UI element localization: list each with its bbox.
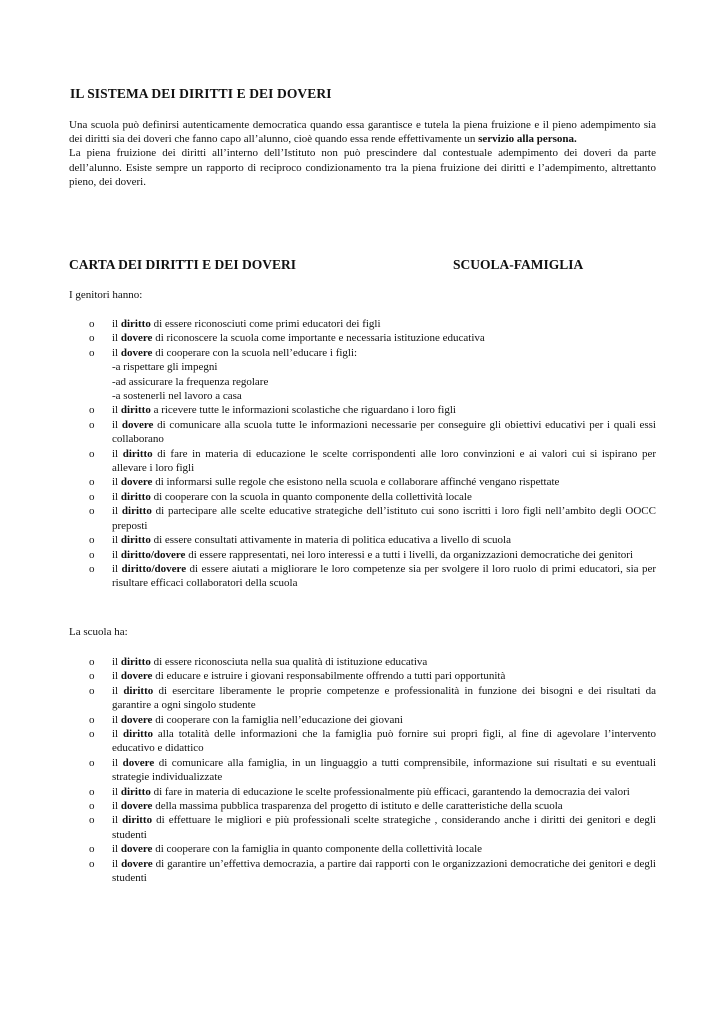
scuola-lead: La scuola ha: [69, 626, 128, 638]
bullet-icon: o [89, 447, 95, 460]
bullet-icon: o [89, 684, 95, 697]
bullet-icon: o [89, 476, 95, 489]
genitori-lead: I genitori hanno: [69, 289, 143, 301]
list-item: o il diritto/dovere di essere rappresentati, nei loro interessi e a tutti i livelli, da organizzazioni democratiche dei genitori [89, 548, 634, 561]
list-item: o il diritto a ricevere tutte le informazioni scolastiche che riguardano i loro figli [89, 404, 456, 417]
bullet-icon: o [89, 814, 95, 827]
list-item: o il diritto di fare in materia di educazione le scelte professionalmente più efficaci, garantendo la democrazia dei valori [89, 785, 630, 798]
scuola-list [69, 655, 656, 886]
page-title: IL SISTEMA DEI DIRITTI E DEI DOVERI [70, 86, 332, 101]
list-item: o il dovere di educare e istruire i giovani responsabilmente offrendo a tutti pari opportunità [89, 670, 506, 683]
bullet-icon: o [89, 346, 95, 359]
list-item: o il diritto di fare in materia di educazione le scelte corrispondenti alle loro convinzioni e ai valori cui si ispirano per allevare i loro figli [89, 447, 656, 475]
genitori-list [69, 317, 656, 591]
bullet-icon: o [89, 505, 95, 518]
sub-list-item: -a rispettare gli impegni [112, 361, 218, 374]
intro-section [69, 118, 656, 189]
section-title-right: SCUOLA-FAMIGLIA [453, 257, 584, 272]
list-item: o il dovere di comunicare alla famiglia, in un linguaggio a tutti comprensibile, informazione sui risultati e su eventuali strategie individualizzate [89, 756, 656, 784]
list-item: o il dovere di cooperare con la famiglia in quanto componente della collettività locale [89, 843, 483, 856]
list-item: o il diritto di essere riconosciuti come primi educatori dei figli [89, 318, 381, 330]
bullet-icon: o [89, 843, 95, 856]
intro-text: Una scuola può definirsi autenticamente democratica quando essa garantisce e tutela la piena fruizione e il pieno adempimento sia dei diritti sia dei doveri che fanno capo all’alunno, cioè quando essa rende effettivamente un [69, 119, 656, 146]
bullet-icon: o [89, 548, 95, 561]
sub-list-item: -a sostenerli nel lavoro a casa [112, 390, 242, 403]
list-item: o il diritto alla totalità delle informazioni che la famiglia può fornire sui propri figli, al fine di agevolare l’intervento educativo e didattico [89, 728, 657, 755]
list-item: o il dovere della massima pubblica trasparenza del progetto di istituto e delle caratteristiche della scuola [89, 800, 563, 813]
bullet-icon: o [89, 418, 95, 431]
bullet-icon: o [89, 404, 95, 417]
bullet-icon: o [89, 713, 95, 726]
intro-paragraph-2: La piena fruizione dei diritti all’interno dell’Istituto non può prescindere dal contestuale adempimento dei doveri da parte dell’alunno. Esiste sempre un rapporto di reciproco condizionamento tra la piena fruizione dei diritti e l’adempimento, altrettanto pieno, dei doveri. [69, 147, 656, 188]
list-item: o il diritto di esercitare liberamente le proprie competenze e professionalità in funzione dei bisogni e dei risultati da garantire a ogni singolo studente [89, 684, 656, 712]
bullet-icon: o [89, 785, 95, 798]
section-title [69, 257, 656, 273]
bullet-icon: o [89, 728, 95, 741]
intro-paragraph-1 [69, 118, 656, 146]
bullet-icon: o [89, 800, 95, 813]
bullet-icon: o [89, 332, 95, 345]
list-item: o il diritto di essere consultati attivamente in materia di politica educativa a livello di scuola [89, 534, 511, 547]
bullet-icon: o [89, 318, 95, 330]
list-item: o il diritto di cooperare con la scuola in quanto componente della collettività locale [89, 490, 472, 503]
bullet-icon: o [89, 534, 95, 547]
intro-emphasis: servizio alla persona. [478, 133, 577, 146]
list-item: o il diritto di effettuare le migliori e più professionali scelte strategiche , considerando anche i diritti dei genitori e degli studenti [89, 814, 656, 841]
list-item: o il diritto di essere riconosciuta nella sua qualità di istituzione educativa [89, 656, 428, 668]
list-item: o il diritto di partecipare alle scelte educative strategiche dell’istituto cui sono iscritti i loro figli nell’ambito degli OOCC preposti [89, 505, 656, 532]
list-item: o il dovere di garantire un’effettiva democrazia, a partire dai rapporti con le organizzazioni democratiche dei genitori e degli studenti [89, 857, 656, 885]
list-item: o il dovere di cooperare con la scuola nell’educare i figli: [89, 346, 358, 359]
bullet-icon: o [89, 562, 95, 575]
list-item: o il dovere di cooperare con la famiglia nell’educazione dei giovani [89, 713, 403, 726]
bullet-icon: o [89, 490, 95, 503]
list-item: o il dovere di comunicare alla scuola tutte le informazioni necessarie per conseguire gli obiettivi educativi per i quali essi collaborano [89, 418, 656, 446]
list-item: o il dovere di informarsi sulle regole che esistono nella scuola e collaborare affinché vengano rispettate [89, 476, 560, 489]
sub-list-item: -ad assicurare la frequenza regolare [112, 375, 269, 388]
bullet-icon: o [89, 670, 95, 683]
bullet-icon: o [89, 756, 95, 769]
bullet-icon: o [89, 857, 95, 870]
list-item: o il diritto/dovere di essere aiutati a migliorare le loro competenze sia per svolgere il loro ruolo di primi educatori, sia per risultare efficaci collaboratori della scuola [89, 562, 656, 590]
list-item: o il dovere di riconoscere la scuola come importante e necessaria istituzione educativa [89, 332, 485, 345]
bullet-icon: o [89, 656, 95, 668]
section-title-left: CARTA DEI DIRITTI E DEI DOVERI [69, 257, 296, 272]
